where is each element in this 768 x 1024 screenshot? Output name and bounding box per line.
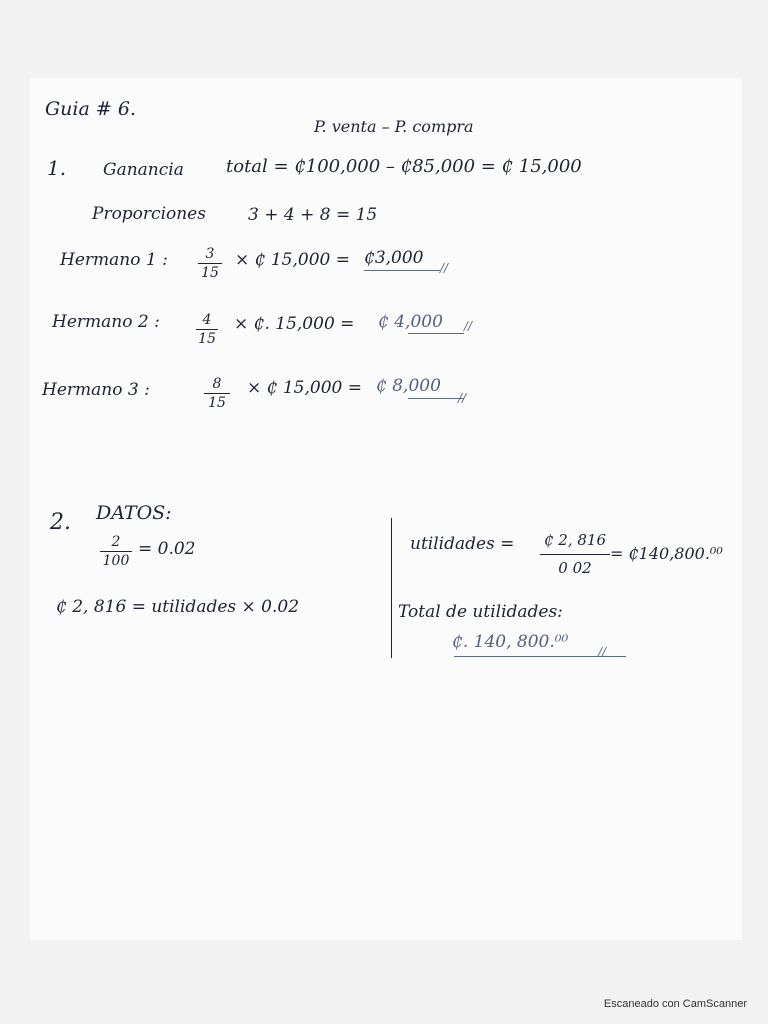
fraction-numerator: 3: [205, 246, 215, 262]
column-divider: [391, 518, 392, 658]
page-title: Guia # 6.: [45, 98, 136, 120]
fraction-denominator: 0 02: [558, 559, 592, 577]
brother-2-mark: //: [464, 319, 473, 333]
fraction-numerator: ₵ 2, 816: [543, 531, 607, 549]
total-utilidades-label: Total de utilidades:: [398, 602, 563, 622]
brother-2-result: ₵ 4,000: [378, 312, 443, 332]
brother-3-label: Hermano 3 :: [42, 380, 150, 400]
brother-1-expression: × ₵ 15,000 =: [235, 250, 350, 270]
percent-result: = 0.02: [138, 539, 196, 559]
datos-label: DATOS:: [96, 502, 172, 524]
brother-2-underline: [408, 333, 464, 334]
proporciones-expression: 3 + 4 + 8 = 15: [248, 205, 378, 225]
brother-2-label: Hermano 2 :: [52, 312, 160, 332]
ganancia-label: Ganancia: [103, 160, 184, 180]
total-mark: //: [598, 645, 607, 659]
formula-header: P. venta – P. compra: [314, 117, 474, 136]
brother-3-expression: × ₵ 15,000 =: [247, 378, 362, 398]
brother-1-mark: //: [440, 261, 449, 275]
q1-number: 1.: [47, 156, 67, 180]
ganancia-expression: total = ₵100,000 – ₵85,000 = ₵ 15,000: [226, 156, 582, 177]
brother-3-mark: //: [458, 391, 467, 405]
brother-1-label: Hermano 1 :: [60, 250, 168, 270]
brother-1-result: ₵3,000: [364, 248, 424, 268]
brother-2-fraction: [196, 312, 218, 347]
brother-2-expression: × ₵. 15,000 =: [234, 314, 355, 334]
brother-3-underline: [408, 398, 464, 399]
utilidades-equation: ₵ 2, 816 = utilidades × 0.02: [56, 597, 300, 617]
fraction-numerator: 2: [111, 534, 121, 550]
utilidades-fraction: [540, 531, 610, 577]
brother-3-fraction: [204, 376, 230, 411]
fraction-denominator: 15: [198, 331, 216, 347]
percent-fraction: [100, 534, 132, 569]
fraction-denominator: 15: [201, 265, 219, 281]
brother-1-fraction: [198, 246, 222, 281]
brother-3-result: ₵ 8,000: [376, 376, 441, 396]
scanner-watermark: Escaneado con CamScanner: [603, 998, 747, 1010]
fraction-denominator: 100: [102, 553, 130, 569]
total-utilidades-value: ₵. 140, 800.⁰⁰: [452, 632, 569, 652]
fraction-denominator: 15: [208, 395, 226, 411]
utilidades-result: = ₵140,800.⁰⁰: [610, 544, 723, 563]
proporciones-label: Proporciones: [92, 204, 206, 224]
q2-number: 2.: [50, 510, 71, 535]
fraction-numerator: 4: [202, 312, 212, 328]
utilidades-label: utilidades =: [410, 534, 515, 554]
fraction-numerator: 8: [212, 376, 222, 392]
brother-1-underline: [364, 270, 440, 271]
